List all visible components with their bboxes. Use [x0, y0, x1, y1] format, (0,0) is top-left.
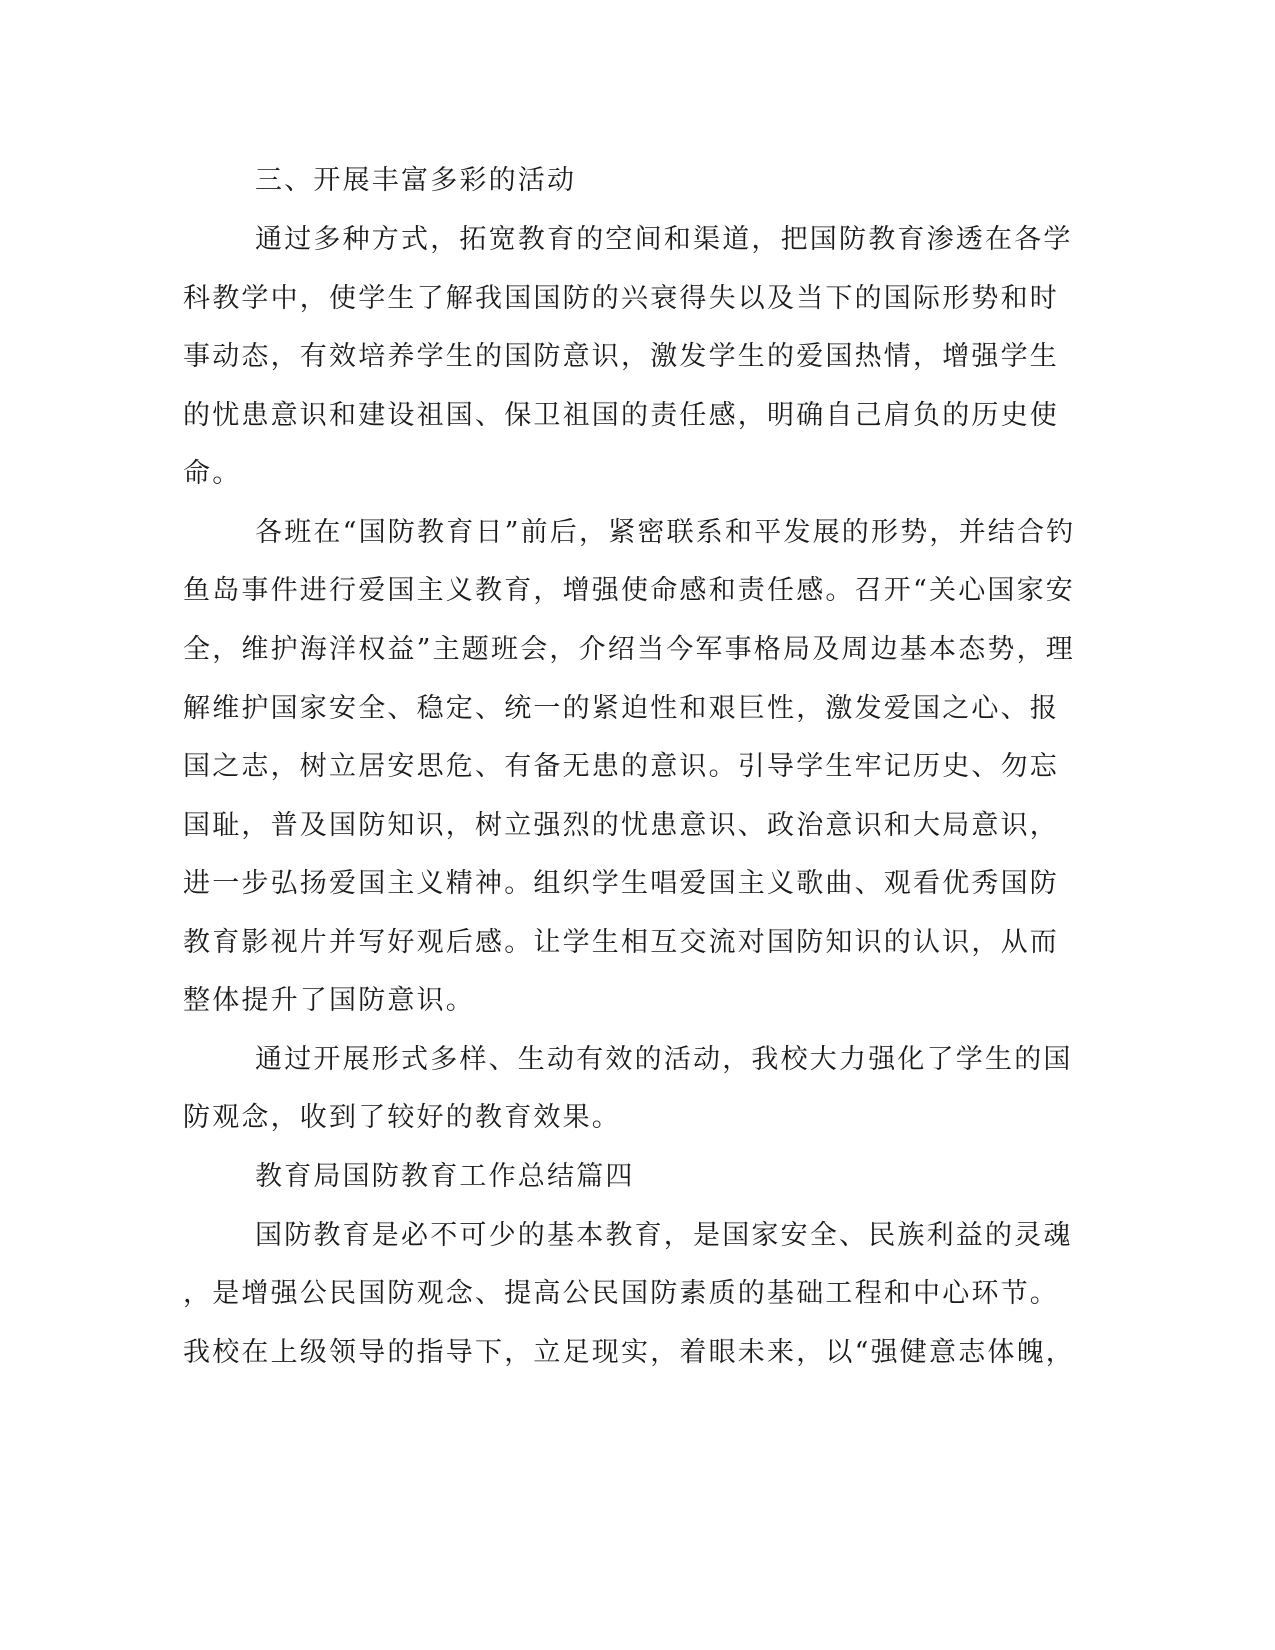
paragraph-line: 我校在上级领导的指导下，立足现实，着眼未来，以“强健意志体魄， [183, 1337, 1076, 1368]
paragraph-line: 整体提升了国防意识。 [183, 985, 475, 1016]
paragraph-line: 的忧患意识和建设祖国、保卫祖国的责任感，明确自己肩负的历史使 [183, 400, 1059, 431]
paragraph-line: 事动态，有效培养学生的国防意识，激发学生的爱国热情，增强学生 [183, 341, 1059, 372]
paragraph-line: 防观念，收到了较好的教育效果。 [183, 1102, 621, 1133]
section-heading: 三、开展丰富多彩的活动 [255, 165, 577, 196]
paragraph-line: 进一步弘扬爱国主义精神。组织学生唱爱国主义歌曲、观看优秀国防 [183, 868, 1059, 899]
paragraph-line: 鱼岛事件进行爱国主义教育，增强使命感和责任感。召开“关心国家安 [183, 575, 1076, 606]
paragraph-line: 通过多种方式，拓宽教育的空间和渠道，把国防教育渗透在各学 [255, 224, 1073, 255]
paragraph-line: 全，维护海洋权益”主题班会，介绍当今军事格局及周边基本态势，理 [183, 634, 1076, 665]
paragraph-line: 解维护国家安全、稳定、统一的紧迫性和艰巨性，激发爱国之心、报 [183, 693, 1059, 724]
paragraph-line: 科教学中，使学生了解我国国防的兴衰得失以及当下的国际形势和时 [183, 283, 1059, 314]
paragraph-line: 通过开展形式多样、生动有效的活动，我校大力强化了学生的国 [255, 1044, 1073, 1075]
paragraph-line: 国之志，树立居安思危、有备无患的意识。引导学生牢记历史、勿忘 [183, 751, 1059, 782]
section-heading: 教育局国防教育工作总结篇四 [255, 1161, 635, 1192]
paragraph-line: 各班在“国防教育日”前后，紧密联系和平发展的形势，并结合钓 [255, 517, 1076, 548]
paragraph-line: 命。 [183, 458, 242, 489]
paragraph-line: 国耻，普及国防知识，树立强烈的忧患意识、政治意识和大局意识， [183, 810, 1059, 841]
paragraph-line: ，是增强公民国防观念、提高公民国防素质的基础工程和中心环节。 [183, 1278, 1059, 1309]
paragraph-line: 国防教育是必不可少的基本教育，是国家安全、民族利益的灵魂 [255, 1220, 1073, 1251]
paragraph-line: 教育影视片并写好观后感。让学生相互交流对国防知识的认识，从而 [183, 927, 1059, 958]
